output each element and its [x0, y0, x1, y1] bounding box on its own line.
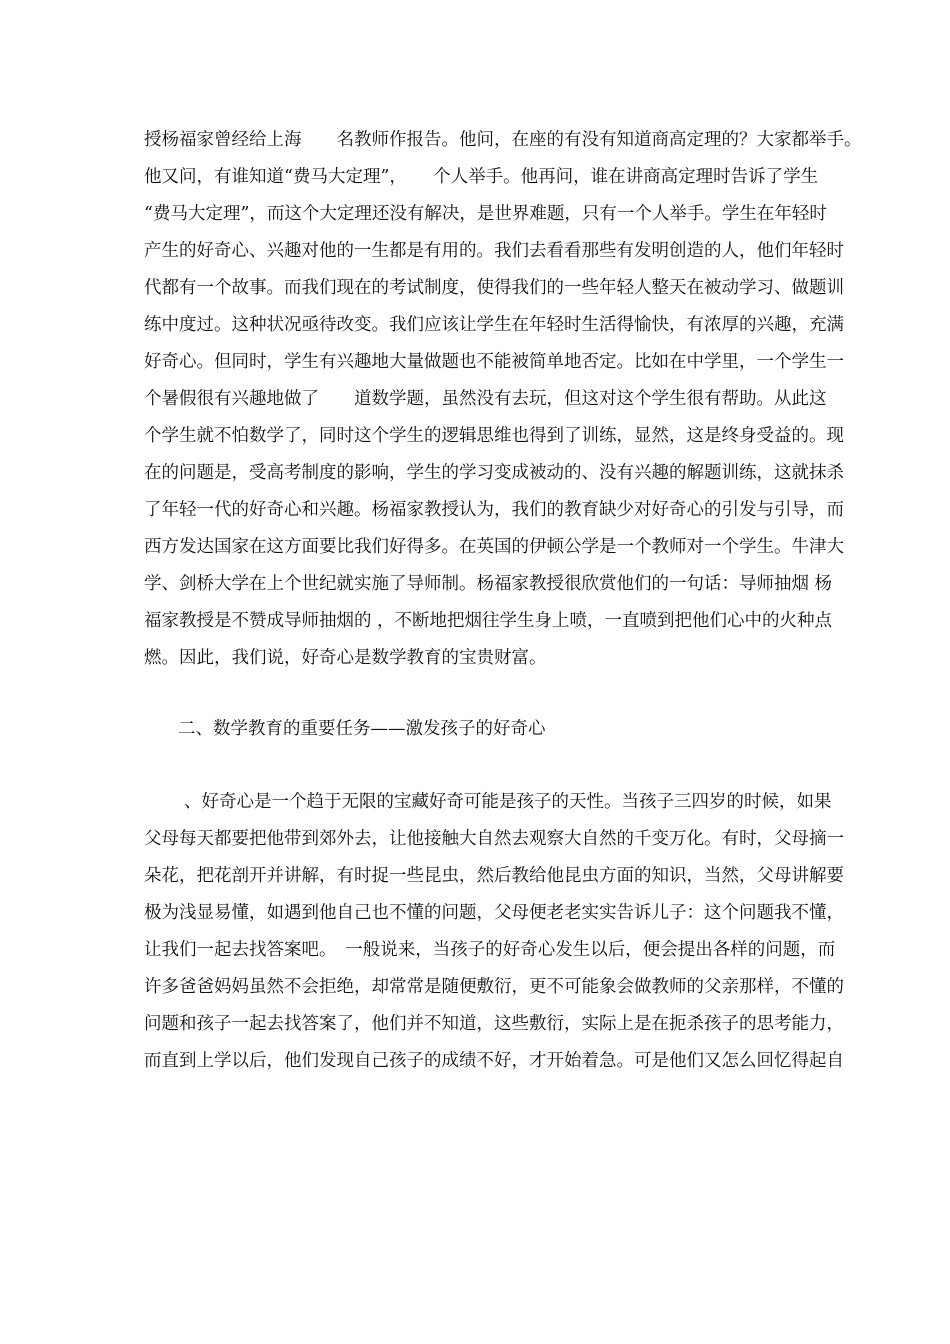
section-heading: 二、数学教育的重要任务——激发孩子的好奇心: [178, 719, 546, 739]
paragraph-2: [144, 784, 844, 1080]
text-line: 个学生就不怕数学了，同时这个学生的逻辑思维也得到了训练，显然，这是终身受益的。现: [144, 426, 844, 446]
text-line: 而直到上学以后，他们发现自己孩子的成绩不好，才开始着急。可是他们又怎么回忆得起自: [144, 1051, 844, 1071]
text-line: 产生的好奇心、兴趣对他的一生都是有用的。我们去看看那些有发明创造的人，他们年轻时: [144, 241, 844, 261]
text-line: 练中度过。这种状况亟待改变。我们应该让学生在年轻时生活得愉快，有浓厚的兴趣，充满: [144, 315, 844, 335]
text-line: 让我们一起去找答案吧。 一般说来，当孩子的好奇心发生以后，便会提出各样的问题，而: [144, 940, 836, 960]
text-line: 极为浅显易懂，如遇到他自己也不懂的问题，父母便老老实实告诉儿子：这个问题我不懂，: [144, 903, 844, 923]
text-line: “费马大定理”，而这个大定理还没有解决，是世界难题，只有一个人举手。学生在年轻时: [144, 204, 827, 224]
text-line: 学、剑桥大学在上个世纪就实施了导师制。杨福家教授很欣赏他们的一句话：导师抽烟 杨: [144, 574, 833, 594]
text-line: 许多爸爸妈妈虽然不会拒绝，却常常是随便敷衍，更不可能象会做教师的父亲那样，不懂的: [144, 977, 844, 997]
text-line: 授杨福家曾经给上海 名教师作报告。他问，在座的有没有知道商高定理的？大家都举手。: [144, 130, 862, 150]
document-page: [144, 122, 862, 1080]
text-line: 燃。因此，我们说，好奇心是数学教育的宝贵财富。: [144, 648, 547, 668]
text-line: 他又问，有谁知道“费马大定理”， 个人举手。他再问，谁在讲商高定理时告诉了学生: [144, 167, 819, 187]
text-line: 父母每天都要把他带到郊外去，让他接触大自然去观察大自然的千变万化。有时，父母摘一: [144, 829, 844, 849]
text-line: 了年轻一代的好奇心和兴趣。杨福家教授认为，我们的教育缺少对好奇心的引发与引导，而: [144, 500, 844, 520]
text-line: 、好奇心是一个趋于无限的宝藏好奇可能是孩子的天性。当孩子三四岁的时候，如果: [184, 792, 832, 812]
paragraph-spacer: [144, 677, 810, 711]
text-line: 朵花，把花剖开并讲解，有时捉一些昆虫，然后教给他昆虫方面的知识，当然，父母讲解要: [144, 866, 844, 886]
text-line: 好奇心。但同时，学生有兴趣地大量做题也不能被简单地否定。比如在中学里，一个学生一: [144, 352, 844, 372]
text-line: 问题和孩子一起去找答案了，他们并不知道，这些敷衍，实际上是在扼杀孩子的思考能力，: [144, 1014, 844, 1034]
text-line: 在的问题是，受高考制度的影响，学生的学习变成被动的、没有兴趣的解题训练，这就抹杀: [144, 463, 844, 483]
paragraph-spacer: [144, 748, 810, 784]
text-line: 个暑假很有兴趣地做了 道数学题，虽然没有去玩，但这对这个学生很有帮助。从此这: [144, 389, 827, 409]
text-line: 福家教授是不赞成导师抽烟的 ，不断地把烟往学生身上喷，一直喷到把他们心中的火种点: [144, 611, 833, 631]
text-line: 代都有一个故事。而我们现在的考试制度，使得我们的一些年轻人整天在被动学习、做题训: [144, 278, 844, 298]
text-line: 西方发达国家在这方面要比我们好得多。在英国的伊顿公学是一个教师对一个学生。牛津大: [144, 537, 844, 557]
paragraph-1: [144, 122, 862, 677]
